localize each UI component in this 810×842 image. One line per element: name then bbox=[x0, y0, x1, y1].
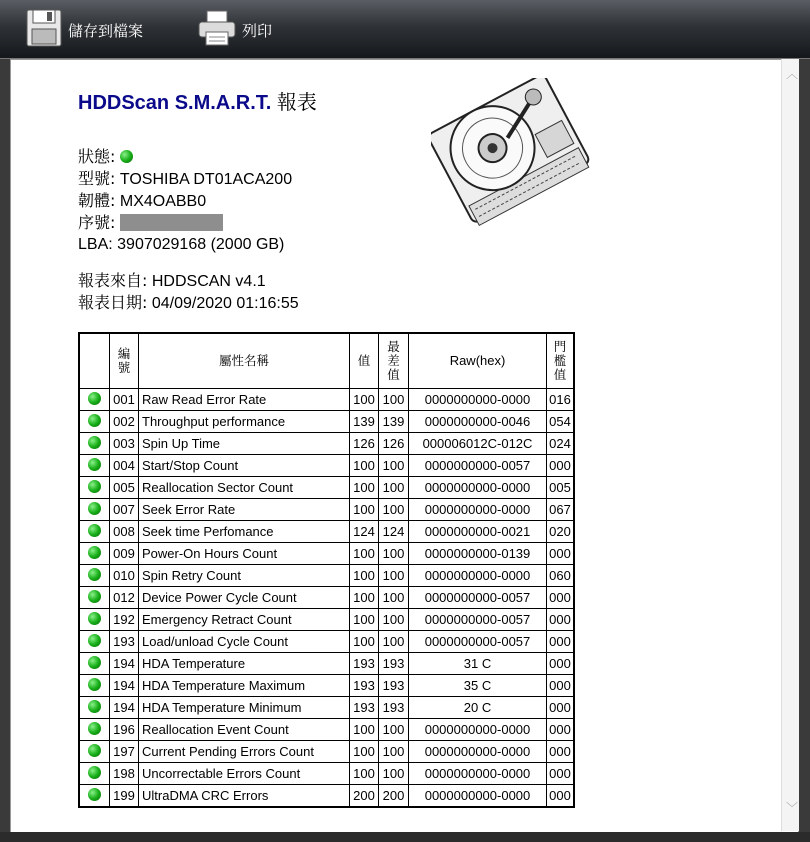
cell-raw: 0000000000-0139 bbox=[409, 543, 547, 565]
cell-name: Power-On Hours Count bbox=[139, 543, 350, 565]
row-status-cell bbox=[79, 411, 110, 433]
cell-id: 196 bbox=[110, 719, 139, 741]
cell-name: Emergency Retract Count bbox=[139, 609, 350, 631]
cell-threshold: 000 bbox=[547, 697, 575, 719]
cell-worst: 100 bbox=[379, 543, 409, 565]
model-value: TOSHIBA DT01ACA200 bbox=[119, 171, 293, 188]
header-id: 編號 bbox=[110, 333, 139, 389]
status-ok-icon bbox=[88, 458, 101, 471]
floppy-disk-icon bbox=[26, 9, 62, 52]
cell-id: 008 bbox=[110, 521, 139, 543]
cell-id: 002 bbox=[110, 411, 139, 433]
cell-raw: 0000000000-0057 bbox=[409, 587, 547, 609]
cell-raw: 0000000000-0000 bbox=[409, 477, 547, 499]
cell-threshold: 060 bbox=[547, 565, 575, 587]
serial-row: 序號: bbox=[78, 212, 292, 234]
cell-worst: 124 bbox=[379, 521, 409, 543]
cell-threshold: 000 bbox=[547, 631, 575, 653]
report-meta bbox=[78, 270, 299, 314]
source-row: 報表來自: HDDSCAN v4.1 bbox=[78, 271, 266, 290]
save-to-file-button[interactable] bbox=[26, 10, 143, 50]
cell-name: Uncorrectable Errors Count bbox=[139, 763, 350, 785]
status-ok-icon bbox=[88, 744, 101, 757]
date-value: 04/09/2020 01:16:55 bbox=[151, 295, 299, 312]
status-ok-icon bbox=[88, 612, 101, 625]
scroll-up-arrow-icon[interactable]: ︿ bbox=[786, 67, 799, 81]
row-status-cell bbox=[79, 675, 110, 697]
table-row bbox=[79, 697, 574, 719]
table-row bbox=[79, 763, 574, 785]
header-threshold: 門檻值 bbox=[547, 333, 575, 389]
cell-id: 003 bbox=[110, 433, 139, 455]
cell-threshold: 020 bbox=[547, 521, 575, 543]
status-ok-icon bbox=[88, 590, 101, 603]
cell-threshold: 024 bbox=[547, 433, 575, 455]
cell-raw: 0000000000-0000 bbox=[409, 499, 547, 521]
row-status-cell bbox=[79, 543, 110, 565]
status-ok-icon bbox=[88, 634, 101, 647]
cell-worst: 126 bbox=[379, 433, 409, 455]
firmware-row: 韌體: MX4OABB0 bbox=[78, 191, 207, 210]
cell-name: Current Pending Errors Count bbox=[139, 741, 350, 763]
cell-value: 100 bbox=[350, 763, 379, 785]
cell-name: UltraDMA CRC Errors bbox=[139, 785, 350, 808]
cell-worst: 100 bbox=[379, 719, 409, 741]
cell-raw: 0000000000-0046 bbox=[409, 411, 547, 433]
cell-raw: 0000000000-0000 bbox=[409, 389, 547, 411]
cell-worst: 100 bbox=[379, 389, 409, 411]
cell-threshold: 000 bbox=[547, 675, 575, 697]
table-row bbox=[79, 741, 574, 763]
report-title-suffix: 報表 bbox=[276, 90, 317, 114]
status-ok-icon bbox=[88, 722, 101, 735]
cell-id: 198 bbox=[110, 763, 139, 785]
model-row: 型號: TOSHIBA DT01ACA200 bbox=[78, 169, 293, 188]
cell-threshold: 000 bbox=[547, 785, 575, 808]
cell-name: HDA Temperature Minimum bbox=[139, 697, 350, 719]
row-status-cell bbox=[79, 477, 110, 499]
header-value: 值 bbox=[350, 333, 379, 389]
cell-id: 010 bbox=[110, 565, 139, 587]
print-label: 列印 bbox=[242, 21, 273, 40]
cell-id: 199 bbox=[110, 785, 139, 808]
cell-threshold: 000 bbox=[547, 455, 575, 477]
row-status-cell bbox=[79, 609, 110, 631]
row-status-cell bbox=[79, 455, 110, 477]
cell-raw: 0000000000-0000 bbox=[409, 785, 547, 808]
cell-raw: 0000000000-0057 bbox=[409, 631, 547, 653]
cell-raw: 0000000000-0000 bbox=[409, 565, 547, 587]
row-status-cell bbox=[79, 565, 110, 587]
cell-name: Reallocation Event Count bbox=[139, 719, 350, 741]
cell-id: 192 bbox=[110, 609, 139, 631]
cell-raw: 0000000000-0057 bbox=[409, 455, 547, 477]
cell-value: 100 bbox=[350, 587, 379, 609]
status-ok-icon bbox=[88, 678, 101, 691]
status-ok-icon bbox=[88, 414, 101, 427]
row-status-cell bbox=[79, 521, 110, 543]
row-status-cell bbox=[79, 653, 110, 675]
cell-threshold: 000 bbox=[547, 609, 575, 631]
printer-icon bbox=[198, 10, 236, 51]
table-row bbox=[79, 521, 574, 543]
table-row bbox=[79, 565, 574, 587]
cell-threshold: 000 bbox=[547, 741, 575, 763]
cell-threshold: 000 bbox=[547, 653, 575, 675]
save-to-file-label: 儲存到檔案 bbox=[68, 21, 144, 40]
table-row bbox=[79, 719, 574, 741]
print-button[interactable] bbox=[198, 10, 272, 50]
table-row bbox=[79, 389, 574, 411]
status-ok-icon bbox=[88, 788, 101, 801]
report-toolbar bbox=[0, 0, 810, 59]
cell-name: Spin Up Time bbox=[139, 433, 350, 455]
cell-value: 100 bbox=[350, 631, 379, 653]
row-status-cell bbox=[79, 389, 110, 411]
report-title-text: HDDScan S.M.A.R.T. bbox=[78, 92, 272, 114]
row-status-cell bbox=[79, 587, 110, 609]
cell-raw: 31 C bbox=[409, 653, 547, 675]
cell-raw: 0000000000-0000 bbox=[409, 719, 547, 741]
table-row bbox=[79, 543, 574, 565]
hard-drive-image bbox=[431, 78, 591, 228]
table-row bbox=[79, 455, 574, 477]
row-status-cell bbox=[79, 499, 110, 521]
cell-value: 200 bbox=[350, 785, 379, 808]
vertical-scrollbar[interactable] bbox=[781, 59, 799, 831]
cell-id: 009 bbox=[110, 543, 139, 565]
cell-worst: 193 bbox=[379, 697, 409, 719]
status-ok-icon bbox=[88, 502, 101, 515]
status-ok-icon bbox=[88, 524, 101, 537]
status-ok-icon bbox=[88, 568, 101, 581]
row-status-cell bbox=[79, 631, 110, 653]
cell-worst: 100 bbox=[379, 477, 409, 499]
cell-raw: 0000000000-0057 bbox=[409, 609, 547, 631]
cell-value: 100 bbox=[350, 543, 379, 565]
cell-worst: 100 bbox=[379, 763, 409, 785]
cell-threshold: 016 bbox=[547, 389, 575, 411]
cell-threshold: 000 bbox=[547, 763, 575, 785]
status-ok-icon bbox=[88, 700, 101, 713]
cell-worst: 193 bbox=[379, 675, 409, 697]
status-ok-icon bbox=[88, 436, 101, 449]
cell-value: 100 bbox=[350, 455, 379, 477]
row-status-cell bbox=[79, 433, 110, 455]
cell-id: 001 bbox=[110, 389, 139, 411]
cell-worst: 200 bbox=[379, 785, 409, 808]
cell-worst: 100 bbox=[379, 741, 409, 763]
cell-threshold: 067 bbox=[547, 499, 575, 521]
cell-id: 194 bbox=[110, 653, 139, 675]
status-ok-icon bbox=[88, 392, 101, 405]
cell-worst: 100 bbox=[379, 631, 409, 653]
cell-name: HDA Temperature Maximum bbox=[139, 675, 350, 697]
header-raw: Raw(hex) bbox=[409, 333, 547, 389]
row-status-cell bbox=[79, 697, 110, 719]
cell-worst: 100 bbox=[379, 587, 409, 609]
scroll-down-arrow-icon[interactable]: ﹀ bbox=[786, 801, 799, 815]
status-ok-icon bbox=[88, 656, 101, 669]
table-header-row bbox=[79, 333, 574, 389]
report-title bbox=[78, 86, 317, 115]
status-ok-icon bbox=[88, 480, 101, 493]
header-name: 屬性名稱 bbox=[139, 333, 350, 389]
cell-worst: 100 bbox=[379, 499, 409, 521]
cell-threshold: 000 bbox=[547, 543, 575, 565]
row-status-cell bbox=[79, 763, 110, 785]
row-status-cell bbox=[79, 785, 110, 808]
cell-raw: 20 C bbox=[409, 697, 547, 719]
row-status-cell bbox=[79, 741, 110, 763]
lba-row: LBA: 3907029168 (2000 GB) bbox=[78, 236, 285, 253]
cell-id: 012 bbox=[110, 587, 139, 609]
firmware-value: MX4OABB0 bbox=[119, 193, 207, 210]
cell-name: Raw Read Error Rate bbox=[139, 389, 350, 411]
status-ok-icon bbox=[120, 150, 133, 163]
cell-id: 197 bbox=[110, 741, 139, 763]
table-row bbox=[79, 477, 574, 499]
cell-threshold: 000 bbox=[547, 587, 575, 609]
cell-raw: 0000000000-0021 bbox=[409, 521, 547, 543]
cell-raw: 0000000000-0000 bbox=[409, 763, 547, 785]
cell-id: 194 bbox=[110, 675, 139, 697]
cell-name: Start/Stop Count bbox=[139, 455, 350, 477]
table-row bbox=[79, 587, 574, 609]
table-row bbox=[79, 785, 574, 808]
cell-id: 193 bbox=[110, 631, 139, 653]
date-row: 報表日期: 04/09/2020 01:16:55 bbox=[78, 293, 299, 312]
cell-id: 005 bbox=[110, 477, 139, 499]
status-ok-icon bbox=[88, 766, 101, 779]
lba-value: 3907029168 (2000 GB) bbox=[117, 236, 285, 253]
drive-info bbox=[78, 146, 292, 255]
cell-name: Seek time Perfomance bbox=[139, 521, 350, 543]
window-frame-bottom bbox=[0, 832, 810, 842]
cell-raw: 0000000000-0000 bbox=[409, 741, 547, 763]
cell-value: 193 bbox=[350, 697, 379, 719]
status-ok-icon bbox=[88, 546, 101, 559]
cell-threshold: 005 bbox=[547, 477, 575, 499]
cell-worst: 100 bbox=[379, 565, 409, 587]
header-worst: 最差值 bbox=[379, 333, 409, 389]
cell-worst: 193 bbox=[379, 653, 409, 675]
cell-value: 100 bbox=[350, 477, 379, 499]
cell-raw: 000006012C-012C bbox=[409, 433, 547, 455]
cell-threshold: 000 bbox=[547, 719, 575, 741]
cell-value: 100 bbox=[350, 609, 379, 631]
cell-value: 193 bbox=[350, 675, 379, 697]
table-row bbox=[79, 609, 574, 631]
cell-value: 139 bbox=[350, 411, 379, 433]
cell-value: 100 bbox=[350, 565, 379, 587]
table-row bbox=[79, 411, 574, 433]
cell-value: 124 bbox=[350, 521, 379, 543]
table-row bbox=[79, 631, 574, 653]
cell-value: 100 bbox=[350, 389, 379, 411]
cell-id: 004 bbox=[110, 455, 139, 477]
smart-attributes-table bbox=[78, 332, 575, 808]
status-row: 狀態: bbox=[78, 146, 292, 168]
table-row bbox=[79, 653, 574, 675]
row-status-cell bbox=[79, 719, 110, 741]
header-status bbox=[79, 333, 110, 389]
cell-name: Spin Retry Count bbox=[139, 565, 350, 587]
cell-value: 100 bbox=[350, 719, 379, 741]
cell-name: Load/unload Cycle Count bbox=[139, 631, 350, 653]
table-row bbox=[79, 675, 574, 697]
table-row bbox=[79, 433, 574, 455]
cell-value: 126 bbox=[350, 433, 379, 455]
cell-threshold: 054 bbox=[547, 411, 575, 433]
cell-worst: 100 bbox=[379, 455, 409, 477]
cell-name: Throughput performance bbox=[139, 411, 350, 433]
cell-raw: 35 C bbox=[409, 675, 547, 697]
source-value: HDDSCAN v4.1 bbox=[151, 273, 266, 290]
table-row bbox=[79, 499, 574, 521]
cell-worst: 139 bbox=[379, 411, 409, 433]
cell-value: 193 bbox=[350, 653, 379, 675]
cell-name: Seek Error Rate bbox=[139, 499, 350, 521]
cell-worst: 100 bbox=[379, 609, 409, 631]
cell-name: Device Power Cycle Count bbox=[139, 587, 350, 609]
cell-name: Reallocation Sector Count bbox=[139, 477, 350, 499]
report-document bbox=[10, 59, 799, 833]
cell-value: 100 bbox=[350, 741, 379, 763]
cell-id: 007 bbox=[110, 499, 139, 521]
cell-id: 194 bbox=[110, 697, 139, 719]
cell-name: HDA Temperature bbox=[139, 653, 350, 675]
cell-value: 100 bbox=[350, 499, 379, 521]
serial-redacted bbox=[120, 214, 223, 231]
